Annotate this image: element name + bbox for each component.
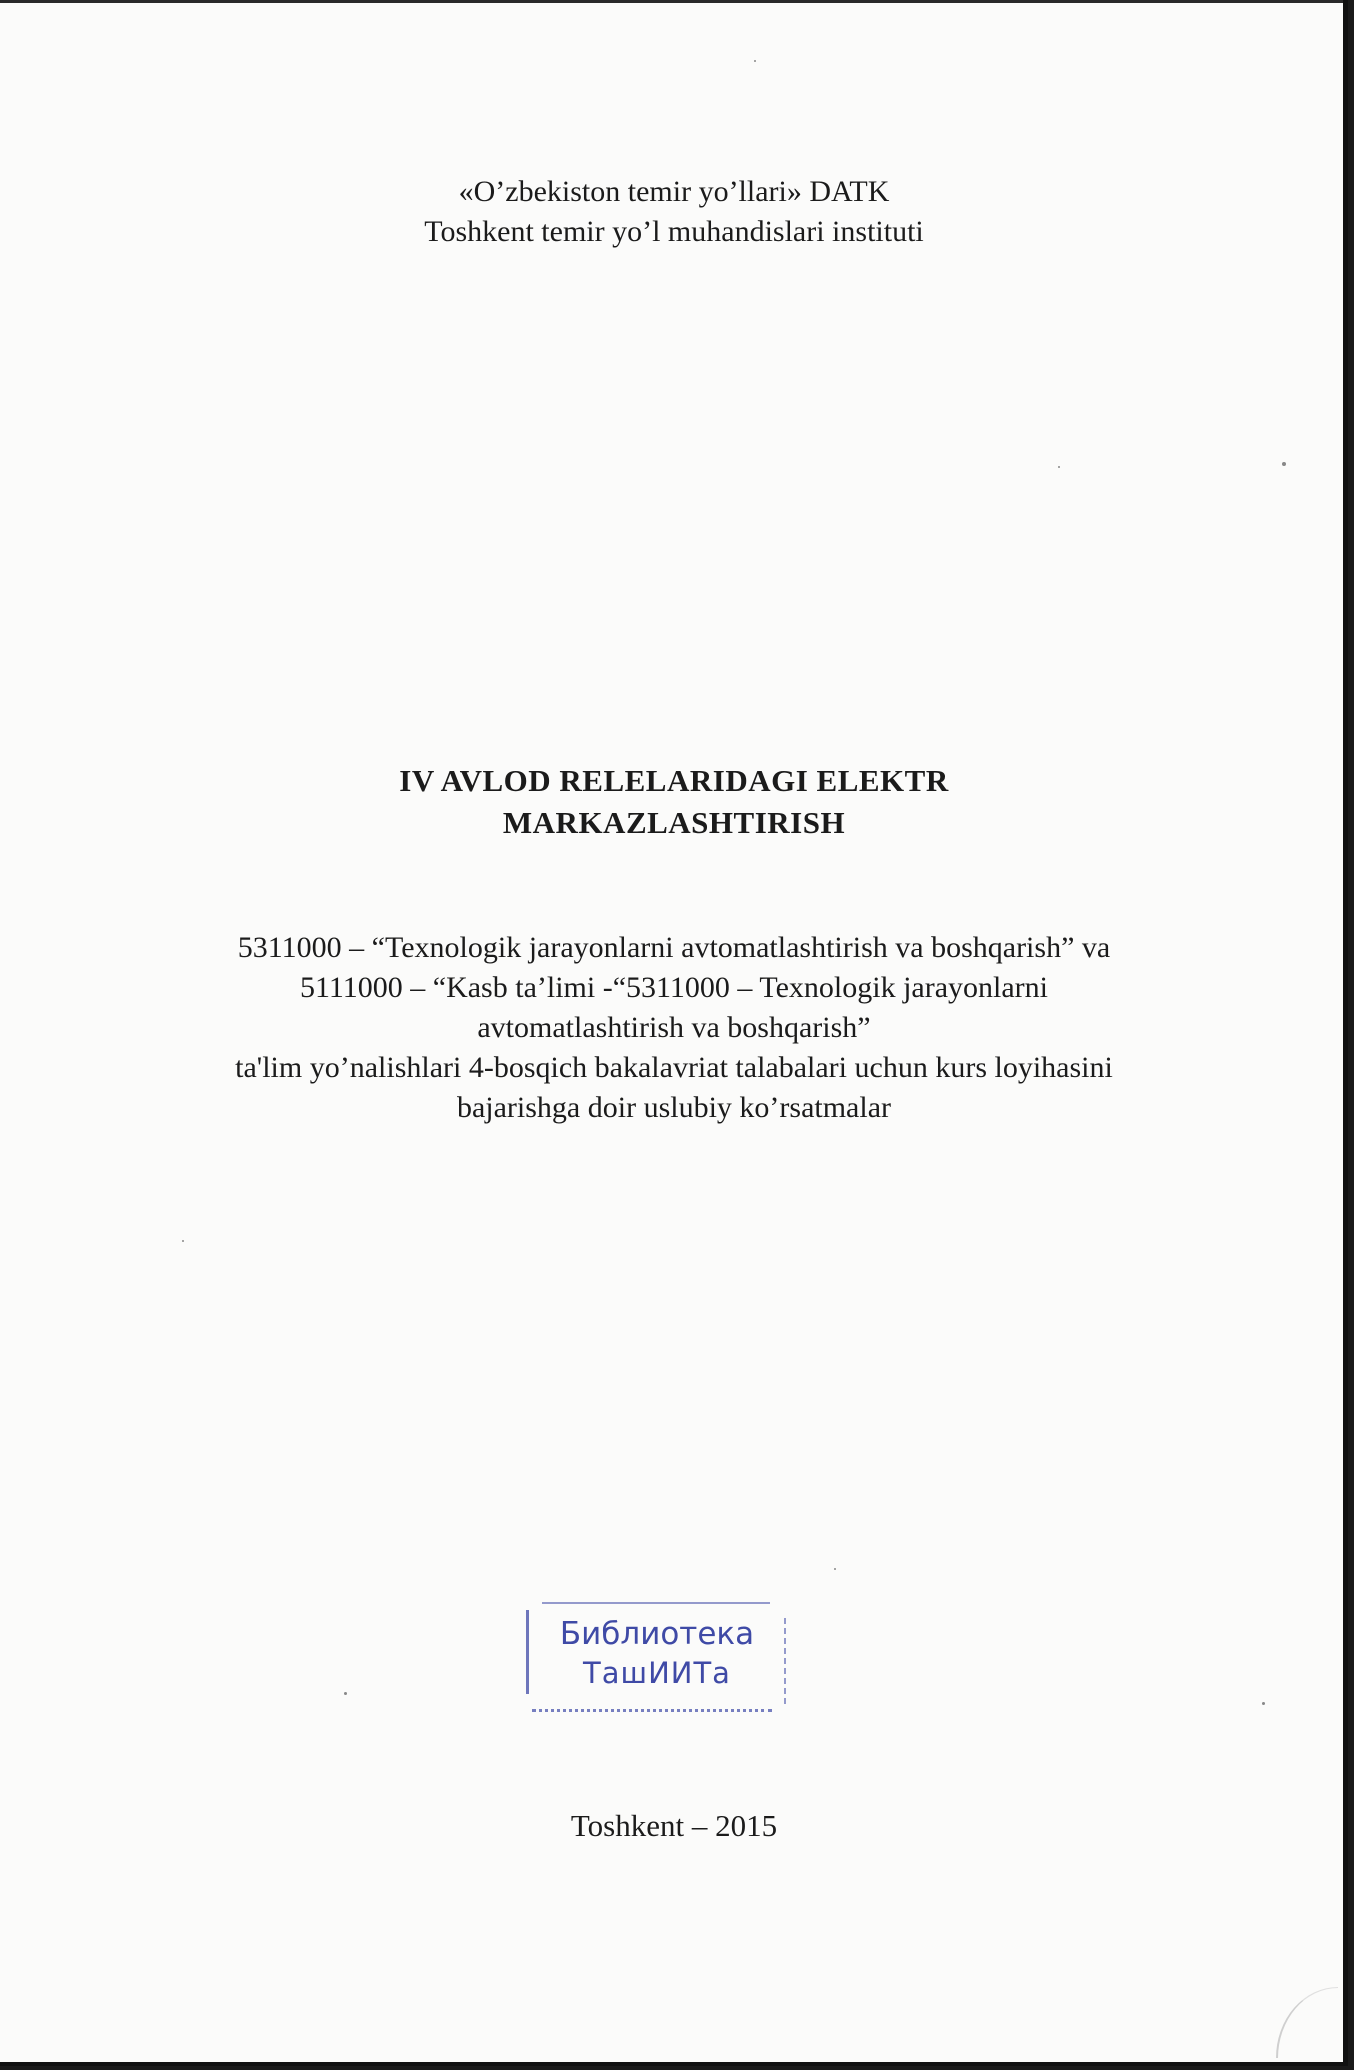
stamp-border-bottom [532, 1709, 772, 1712]
page-corner-curl [1276, 1987, 1338, 2058]
stamp-line-2: ТашИИТа [583, 1656, 731, 1690]
library-stamp [524, 1600, 790, 1722]
stamp-border-top [542, 1602, 770, 1604]
header-organization-block [0, 172, 1348, 252]
title-line-1: IV AVLOD RELELARIDAGI ELEKTR [399, 763, 949, 798]
description-line-1: 5311000 – “Texnologik jarayonlarni avtomatlashtirish va boshqarish” va [237, 931, 1111, 964]
paper-speck [1058, 466, 1060, 468]
title-line-2: MARKAZLASHTIRISH [502, 805, 846, 840]
description-line-4: ta'lim yo’nalishlari 4-bosqich bakalavriat talabalari uchun kurs loyihasini [235, 1051, 1113, 1084]
stamp-line-1: Библиотека [559, 1616, 755, 1652]
description-line-3: avtomatlashtirish va boshqarish” [477, 1011, 871, 1044]
organization-name: «O’zbekiston temir yo’llari» DATK [458, 175, 890, 208]
description-line-5: bajarishga doir uslubiy ko’rsatmalar [456, 1091, 892, 1124]
document-description [0, 928, 1348, 1128]
paper-speck [344, 1692, 347, 1695]
description-line-2: 5111000 – “Kasb ta’limi -“5311000 – Texnologik jarayonlarni [299, 971, 1049, 1004]
paper-speck [754, 60, 756, 62]
footer-place-year: Toshkent – 2015 [570, 1808, 778, 1843]
paper-speck [1282, 462, 1286, 466]
document-title [0, 760, 1348, 844]
paper-speck [834, 1568, 836, 1570]
paper-speck [1262, 1702, 1265, 1705]
institute-name: Toshkent temir yo’l muhandislari instituti [424, 215, 924, 248]
paper-speck [182, 1240, 184, 1242]
